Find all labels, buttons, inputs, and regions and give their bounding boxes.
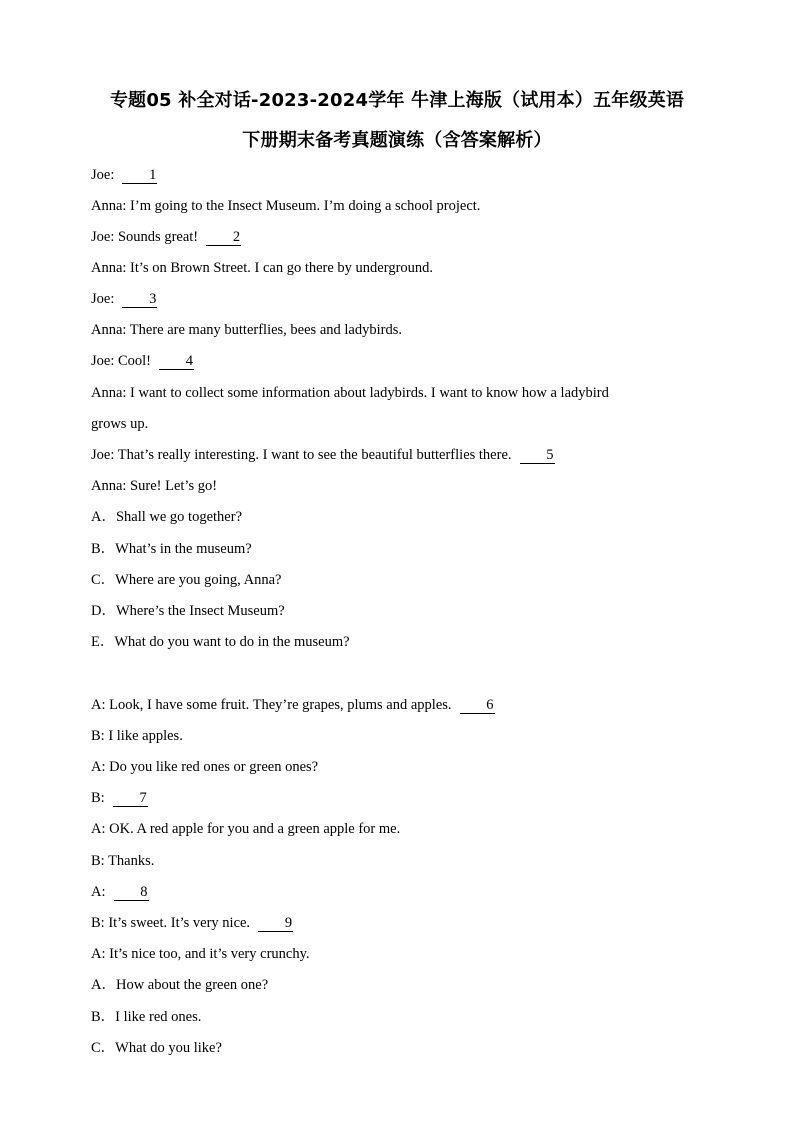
dialogue-line [91,259,433,277]
dialogue-text: B: It’s sweet. It’s very nice. [91,915,251,931]
dialogue-text: Anna: I want to collect some information about ladybirds. I want to know how a ladybird [91,385,609,401]
dialogue-line [91,883,149,901]
option-item: C．What do you like? [91,1040,222,1056]
dialogue-line [91,415,148,433]
option-item: A．Shall we go together? [91,509,243,525]
dialogue-line [91,446,555,464]
dialogue-text: A: OK. A red apple for you and a green apple for me. [91,821,401,837]
dialogue-text: A: Do you like red ones or green ones? [91,759,319,775]
dialogue-line [91,852,154,870]
option-item: A．How about the green one? [91,977,269,993]
option-item: E．What do you want to do in the museum? [91,634,350,650]
option-item: C．Where are you going, Anna? [91,572,282,588]
answer-blank: 2 [206,230,241,246]
dialogue-text: Joe: Sounds great! [91,229,199,245]
answer-blank: 4 [159,354,194,370]
dialogue-text: Joe: [91,291,115,307]
dialogue-line [91,758,318,776]
dialogue-text: B: [91,790,105,806]
dialogue-text: B: Thanks. [91,853,155,869]
dialogue-text: grows up. [91,416,149,432]
dialogue-line [91,696,495,714]
dialogue-text: B: I like apples. [91,728,183,744]
dialogue-text: A: It’s nice too, and it’s very crunchy. [91,946,310,962]
dialogue-line [91,914,293,932]
dialogue-line [91,166,157,184]
option-item: B．What’s in the museum? [91,541,252,557]
dialogue-line [91,384,609,402]
answer-blank: 5 [520,448,555,464]
dialogue-text: Joe: Cool! [91,353,152,369]
document-title-line1: 专题05 补全对话-2023-2024学年 牛津上海版（试用本）五年级英语 [109,90,685,111]
document-title-line2: 下册期末备考真题演练（含答案解析） [242,130,552,151]
dialogue-text: Joe: That’s really interesting. I want to see the beautiful butterflies there. [91,447,512,463]
dialogue-text: Anna: Sure! Let’s go! [91,478,218,494]
dialogue-line [91,945,310,963]
dialogue-text: Anna: There are many butterflies, bees and ladybirds. [91,322,402,338]
answer-blank: 7 [113,791,148,807]
dialogue-line [91,352,194,370]
answer-blank: 8 [114,885,149,901]
dialogue-line [91,290,157,308]
dialogue-line [91,789,148,807]
dialogue-line [91,321,402,339]
answer-blank: 3 [122,292,157,308]
option-item: D．Where’s the Insect Museum? [91,603,285,619]
answer-blank: 1 [122,168,157,184]
option-item: B．I like red ones. [91,1009,202,1025]
dialogue-text: A: Look, I have some fruit. They’re grapes, plums and apples. [91,697,452,713]
dialogue-text: Anna: I’m going to the Insect Museum. I’m doing a school project. [91,198,481,214]
dialogue-line [91,820,400,838]
dialogue-line [91,197,480,215]
dialogue-text: Anna: It’s on Brown Street. I can go there by underground. [91,260,434,276]
dialogue-text: A: [91,884,106,900]
dialogue-line [91,727,183,745]
answer-blank: 9 [258,916,293,932]
dialogue-line [91,228,241,246]
dialogue-text: Joe: [91,167,115,183]
answer-blank: 6 [460,698,495,714]
dialogue-line [91,477,217,495]
